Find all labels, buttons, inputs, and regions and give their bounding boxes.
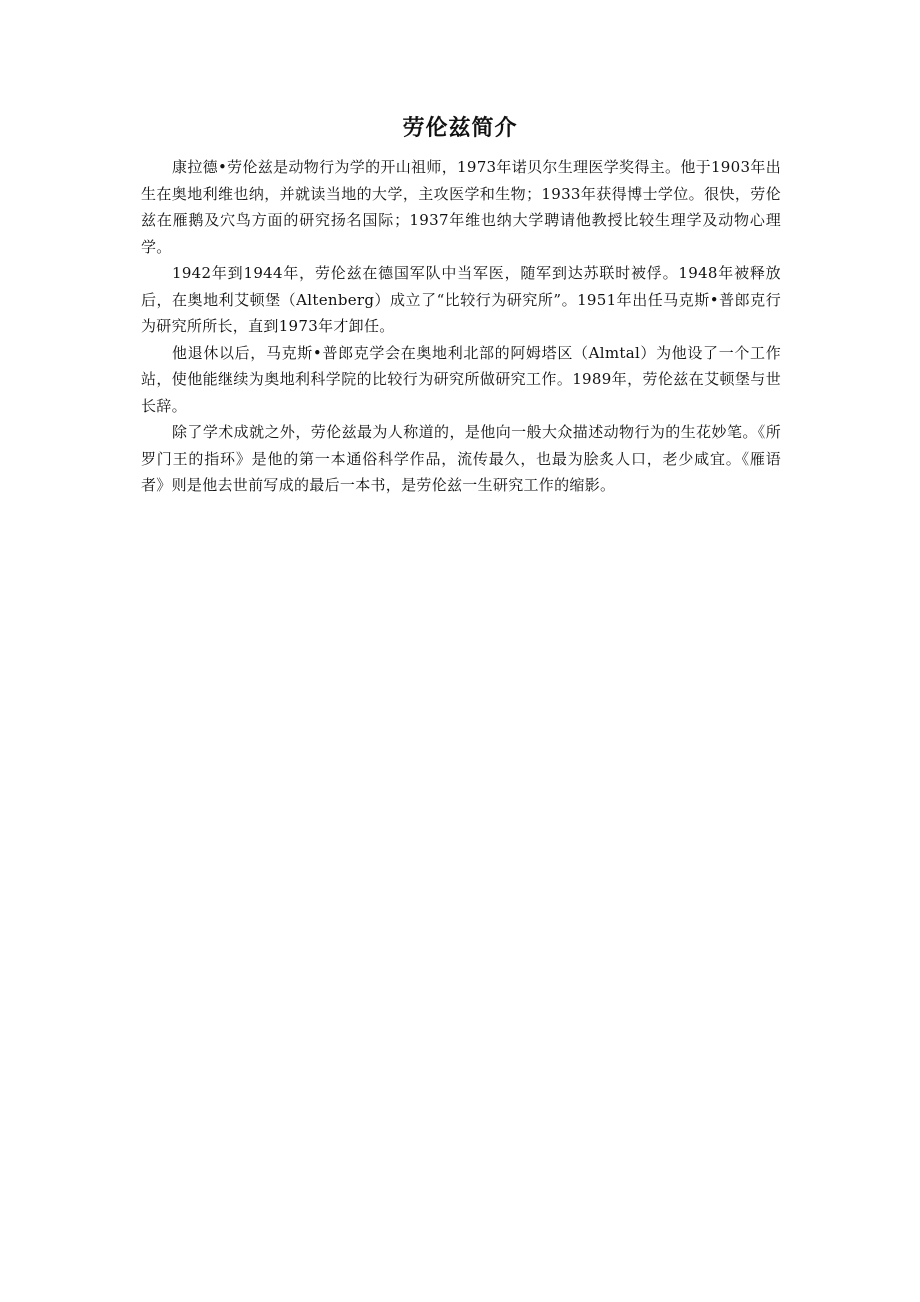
document-body [141, 154, 781, 499]
paragraph-4: 除了学术成就之外，劳伦兹最为人称道的，是他向一般大众描述动物行为的生花妙笔。《所罗门王的指环》是他的第一本通俗科学作品，流传最久，也最为脍炙人口，老少咸宜。《雁语者》则是他去世前写成的最后一本书，是劳伦兹一生研究工作的缩影。 [141, 423, 781, 494]
paragraph-1: 康拉德•劳伦兹是动物行为学的开山祖师，1973年诺贝尔生理医学奖得主。他于1903年出生在奥地利维也纳，并就读当地的大学，主攻医学和生物；1933年获得博士学位。很快，劳伦兹在雁鹅及穴鸟方面的研究扬名国际；1937年维也纳大学聘请他教授比较生理学及动物心理学。 [141, 158, 781, 256]
paragraph-3: 他退休以后，马克斯•普郎克学会在奥地利北部的阿姆塔区（Almtal）为他设了一个工作站，使他能继续为奥地利科学院的比较行为研究所做研究工作。1989年，劳伦兹在艾顿堡与世长辞。 [141, 343, 781, 415]
paragraph-2: 1942年到1944年，劳伦兹在德国军队中当军医，随军到达苏联时被俘。1948年被释放后，在奥地利艾顿堡（Altenberg）成立了“比较行为研究所”。1951年出任马克斯•普郎克行为研究所所长，直到1973年才卸任。 [141, 264, 781, 335]
document-title: 劳伦兹简介 [402, 115, 518, 141]
